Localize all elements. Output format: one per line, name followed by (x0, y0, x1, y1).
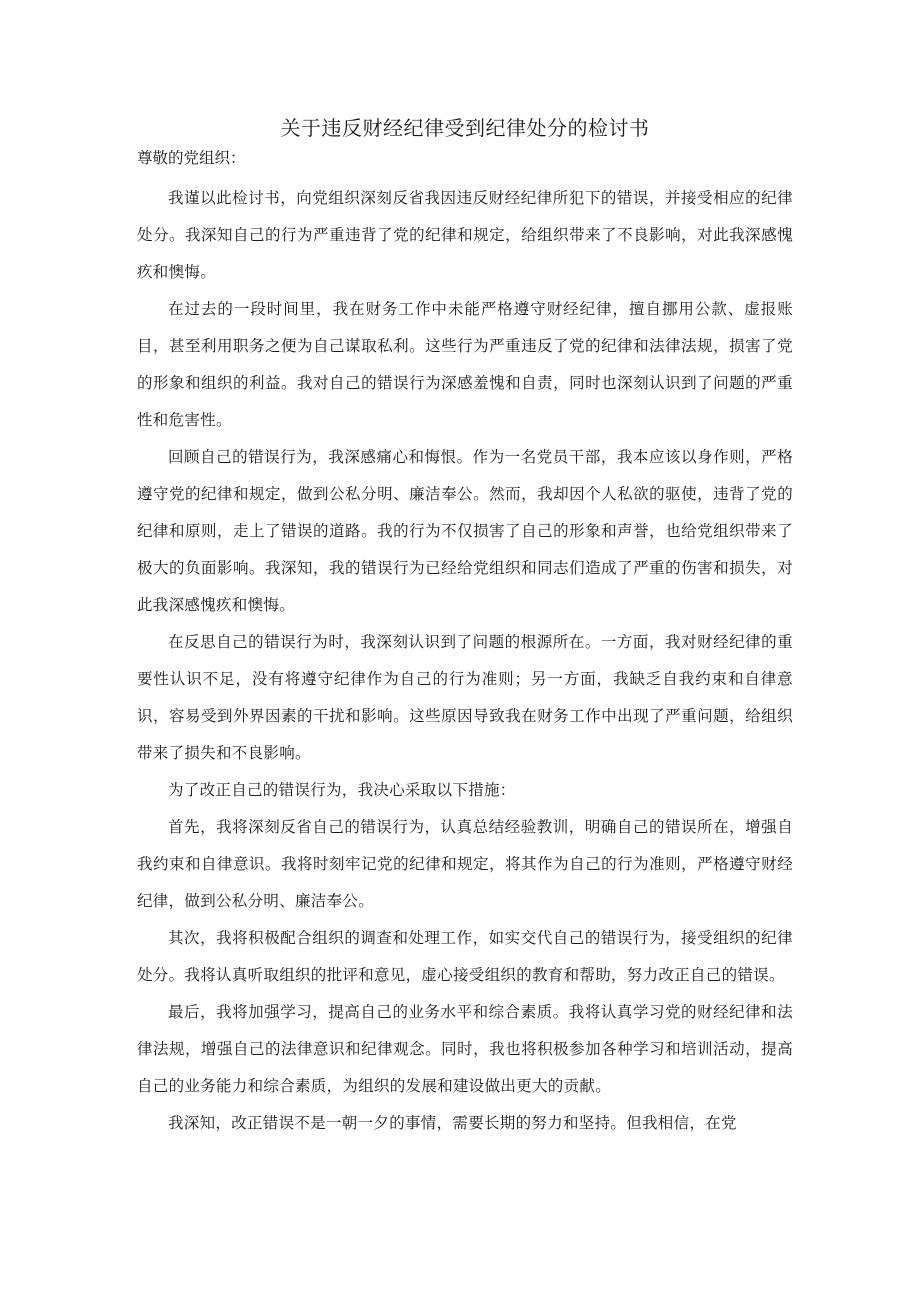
document-page (137, 108, 793, 1142)
salutation: 尊敬的党组织： (137, 149, 246, 167)
paragraph: 我谨以此检讨书，向党组织深刻反省我因违反财经纪律所犯下的错误，并接受相应的纪律处分。我深知自己的行为严重违背了党的纪律和规定，给组织带来了不良影响，对此我深感愧疚和懊悔。 (137, 189, 793, 281)
paragraph: 回顾自己的错误行为，我深感痛心和悔恨。作为一名党员干部，我本应该以身作则，严格遵守党的纪律和规定，做到公私分明、廉洁奉公。然而，我却因个人私欲的驱使，违背了党的纪律和原则，走上了错误的道路。我的行为不仅损害了自己的形象和声誉，也给党组织带来了极大的负面影响。我深知，我的错误行为已经给党组织和同志们造成了严重的伤害和损失，对此我深感愧疚和懊悔。 (137, 448, 793, 614)
paragraph: 我深知，改正错误不是一朝一夕的事情，需要长期的努力和坚持。但我相信，在党 (168, 1114, 737, 1132)
paragraph: 在反思自己的错误行为时，我深刻认识到了问题的根源所在。一方面，我对财经纪律的重要性认识不足，没有将遵守纪律作为自己的行为准则；另一方面，我缺乏自我约束和自律意识，容易受到外界因素的干扰和影响。这些原因导致我在财务工作中出现了严重问题，给组织带来了损失和不良影响。 (137, 633, 793, 762)
paragraph: 为了改正自己的错误行为，我决心采取以下措施： (168, 781, 516, 799)
paragraph: 其次，我将积极配合组织的调查和处理工作，如实交代自己的错误行为，接受组织的纪律处分。我将认真听取组织的批评和意见，虚心接受组织的教育和帮助，努力改正自己的错误。 (137, 929, 793, 984)
paragraph: 首先，我将深刻反省自己的错误行为，认真总结经验教训，明确自己的错误所在，增强自我约束和自律意识。我将时刻牢记党的纪律和规定，将其作为自己的行为准则，严格遵守财经纪律，做到公私分明、廉洁奉公。 (137, 818, 793, 910)
document-title: 关于违反财经纪律受到纪律处分的检讨书 (280, 116, 650, 140)
paragraph: 最后，我将加强学习，提高自己的业务水平和综合素质。我将认真学习党的财经纪律和法律法规，增强自己的法律意识和纪律观念。同时，我也将积极参加各种学习和培训活动，提高自己的业务能力和综合素质，为组织的发展和建设做出更大的贡献。 (137, 1003, 793, 1095)
paragraph: 在过去的一段时间里，我在财务工作中未能严格遵守财经纪律，擅自挪用公款、虚报账目，甚至利用职务之便为自己谋取私利。这些行为严重违反了党的纪律和法律法规，损害了党的形象和组织的利益。我对自己的错误行为深感羞愧和自责，同时也深刻认识到了问题的严重性和危害性。 (137, 300, 793, 429)
